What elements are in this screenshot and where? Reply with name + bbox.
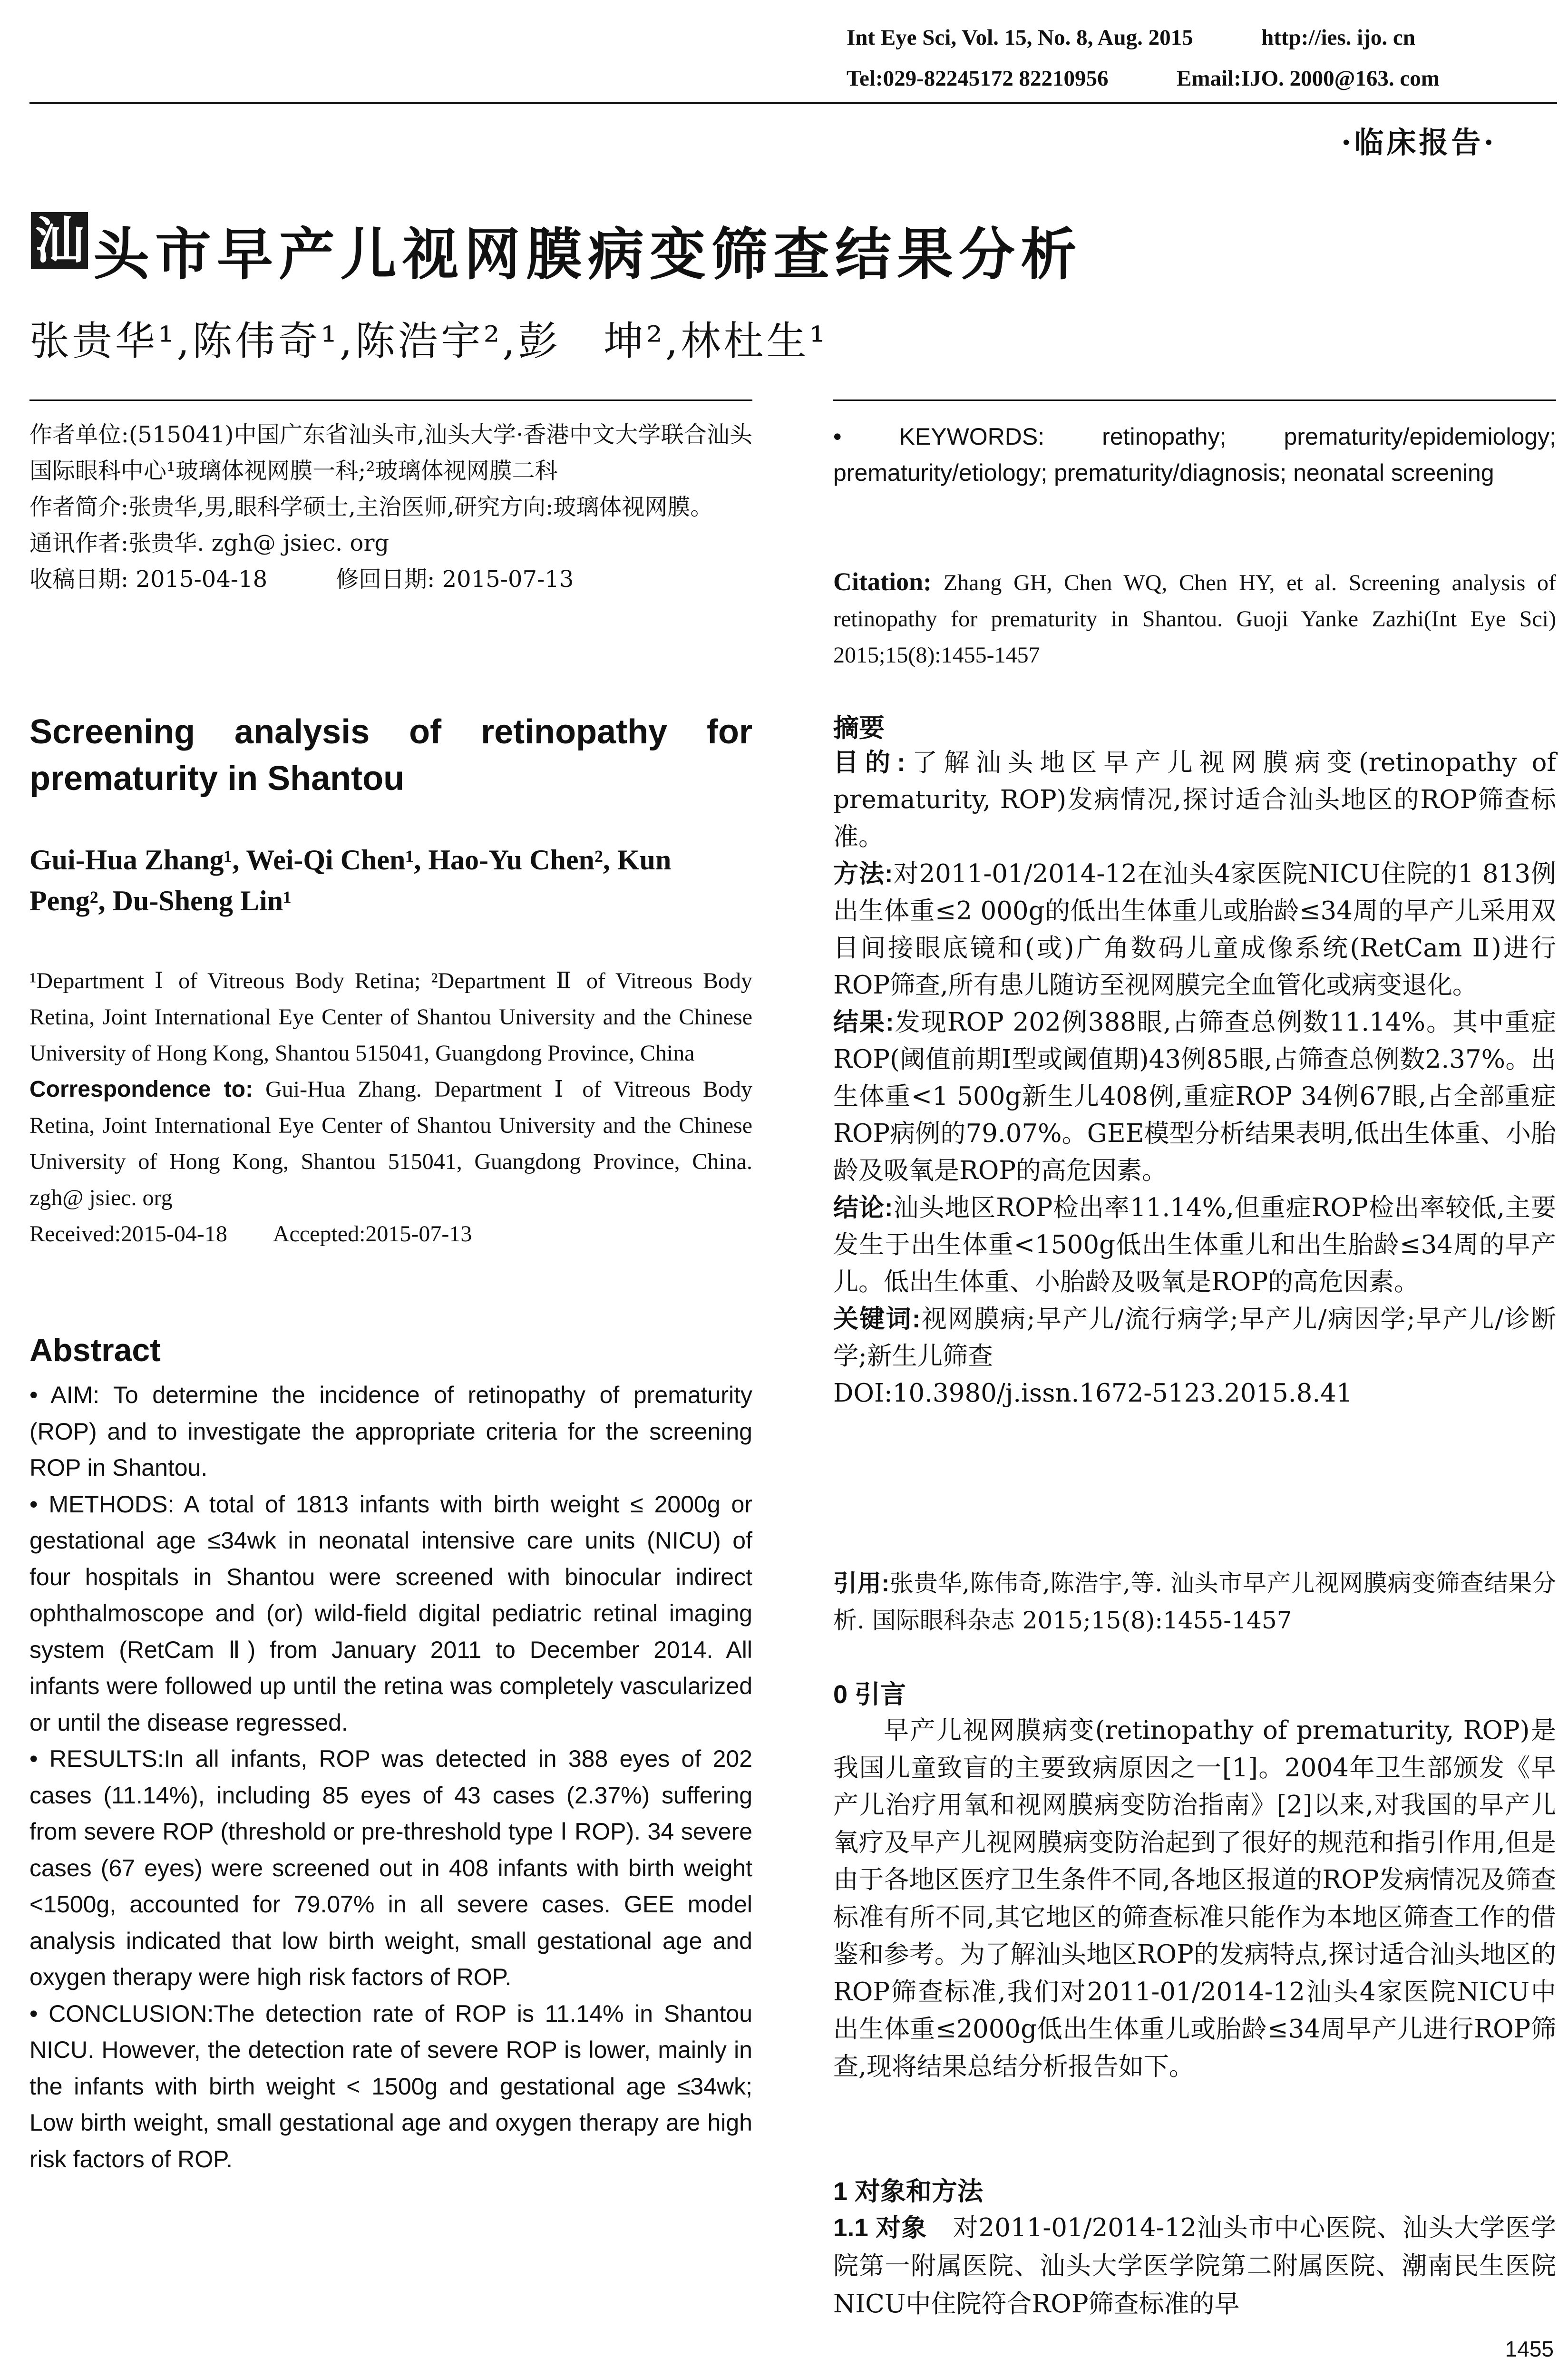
abstract-conclusion: • CONCLUSION:The detection rate of ROP is 11.14% in Shantou NICU. However, the detection rate of severe ROP is lower, mainly in the infants with birth weight < 1500g and gestational age ≤34wk; Low birth weight, small gestational age and oxygen therapy are high risk factors of ROP.	[29, 2000, 752, 2172]
journal-phone: Tel:029-82245172 82210956	[847, 66, 1109, 91]
cn-methods-text: 对2011-01/2014-12在汕头4家医院NICU住院的1 813例出生体重≤2 000g的低出生体重儿或胎龄≤34周的早产儿采用双目间接眼底镜和(或)广角数码儿童成像系统(RetCam Ⅱ)进行ROP筛查,所有患儿随访至视网膜完全血管化或病变退化。	[833, 859, 1556, 1000]
abstract-heading: Abstract	[29, 1332, 161, 1368]
english-keywords: • KEYWORDS: retinopathy; prematurity/epidemiology; prematurity/etiology; prematurity/diagnosis; neonatal screening	[833, 423, 1556, 486]
chinese-abstract	[833, 744, 1556, 1412]
received-accepted: Received:2015-04-18 Accepted:2015-07-13	[29, 1221, 472, 1247]
page-number: 1455	[1505, 2337, 1554, 2361]
affiliation-cn	[29, 417, 752, 597]
intro-paragraph: 早产儿视网膜病变(retinopathy of prematurity, ROP)是我国儿童致盲的主要致病原因之一[1]。2004年卫生部颁发《早产儿治疗用氧和视网膜病变防治指南》[2]以来,对我国的早产儿氧疗及早产儿视网膜病变防治起到了很好的规范和指引作用,但是由于各地区医疗卫生条件不同,各地区报道的ROP发病情况及筛查标准有所不同,其它地区的筛查标准只能作为本地区筛查工作的借鉴和参考。为了解汕头地区ROP的发病特点,探讨适合汕头地区的ROP筛查标准,我们对2011-01/2014-12汕头4家医院NICU中出生体重≤2000g低出生体重儿或胎龄≤34周早产儿进行ROP筛查,现将结果总结分析报告如下。	[833, 1716, 1556, 2081]
abstract-aim: • AIM: To determine the incidence of retinopathy of prematurity (ROP) and to investigate the appropriate criteria for the screening ROP in Shantou.	[29, 1382, 752, 1481]
cn-citation	[833, 1565, 1556, 1639]
subsection-1-1	[833, 2209, 1556, 2323]
cn-methods-label: 方法:	[833, 860, 893, 888]
subsection-1-1-label: 1.1 对象	[833, 2214, 927, 2242]
subsection-1-1-text: 对2011-01/2014-12汕头市中心医院、汕头大学医学院第一附属医院、汕头大学医学院第二附属医院、潮南民生医院NICU中住院符合ROP筛查标准的早	[833, 2213, 1556, 2319]
cn-keywords-label: 关键词:	[833, 1305, 921, 1333]
citation-text: Zhang GH, Chen WQ, Chen HY, et al. Screening analysis of retinopathy for prematurity in Shantou. Guoji Yanke Zazhi(Int Eye Sci) 2015;15(8):1455-1457	[833, 570, 1557, 668]
cn-results	[833, 1004, 1556, 1189]
intro-heading: 0 引言	[833, 1680, 906, 1709]
cn-methods	[833, 856, 1556, 1004]
cn-conclusion-text: 汕头地区ROP检出率11.14%,但重症ROP检出率较低,主要发生于出生体重<1500g低出生体重儿和出生胎龄≤34周的早产儿。低出生体重、小胎龄及吸氧是ROP的高危因素。	[833, 1193, 1556, 1296]
authors-cn: 张贵华¹,陈伟奇¹,陈浩宇²,彭 坤²,林杜生¹	[29, 318, 828, 364]
dates-cn: 收稿日期: 2015-04-18 修回日期: 2015-07-13	[29, 566, 574, 593]
corresponding-author: 通讯作者:张贵华. zgh@ jsiec. org	[29, 530, 390, 556]
journal-url: http://ies. ijo. cn	[1261, 25, 1415, 50]
cn-keywords	[833, 1301, 1556, 1375]
cn-citation-label: 引用:	[833, 1570, 890, 1597]
cn-results-text: 发现ROP 202例388眼,占筛查总例数11.14%。其中重症ROP(阈值前期Ⅰ型或阈值期)43例85眼,占筛查总例数2.37%。出生体重<1 500g新生儿408例,重症ROP 34例67眼,占全部重症ROP病例的79.07%。GEE模型分析结果表明,低出生体重、小胎龄及吸氧是ROP的高危因素。	[833, 1008, 1556, 1185]
abstract-results: • RESULTS:In all infants, ROP was detected in 388 eyes of 202 cases (11.14%), including 85 eyes of 43 cases (2.37%) suffering from severe ROP (threshold or pre-threshold type Ⅰ ROP). 34 severe cases (67 eyes) were screened out in 408 infants with birth weight <1500g, accounted for 79.07% in all severe cases. GEE model analysis indicated that low birth weight, small gestational age and oxygen therapy were high risk factors of ROP.	[29, 1745, 752, 1990]
english-affiliation: ¹Department Ⅰ of Vitreous Body Retina; ²Department Ⅱ of Vitreous Body Retina, Joint International Eye Center of Shantou University and the Chinese University of Hong Kong, Shantou 515041, Guangdong Province, China	[29, 968, 752, 1066]
english-affiliation-block	[29, 963, 752, 1252]
english-abstract	[29, 1377, 752, 2177]
author-bio: 作者简介:张贵华,男,眼科学硕士,主治医师,研究方向:玻璃体视网膜。	[29, 494, 713, 520]
journal-header-line2	[847, 66, 1440, 91]
methods-heading: 1 对象和方法	[833, 2177, 984, 2206]
english-authors: Gui-Hua Zhang¹, Wei-Qi Chen¹, Hao-Yu Chen², Kun Peng², Du-Sheng Lin¹	[29, 844, 672, 916]
citation-block	[833, 564, 1556, 673]
cn-conclusion	[833, 1189, 1556, 1301]
section-label: ·临床报告·	[1341, 125, 1497, 160]
correspondence	[29, 1072, 752, 1216]
cn-keywords-text: 视网膜病;早产儿/流行病学;早产儿/病因学;早产儿/诊断学;新生儿筛查	[833, 1305, 1557, 1371]
doi: DOI:10.3980/j.issn.1672-5123.2015.8.41	[833, 1379, 1353, 1408]
abstract-methods: • METHODS: A total of 1813 infants with birth weight ≤ 2000g or gestational age ≤34wk in neonatal intensive care units (NICU) of four hospitals in Shantou were screened with binocular indirect ophthalmoscope and (or) wild-field digital pediatric retinal imaging system (RetCam Ⅱ) from January 2011 to December 2014. All infants were followed up until the retina was completely vascularized or until the disease regressed.	[29, 1490, 752, 1736]
left-column-rule	[29, 399, 752, 401]
right-column-rule	[833, 399, 1556, 401]
intro-section	[833, 1712, 1556, 2085]
author-units: 作者单位:(515041)中国广东省汕头市,汕头大学·香港中文大学联合汕头国际眼科中心¹玻璃体视网膜一科;²玻璃体视网膜二科	[29, 421, 752, 484]
cn-purpose	[833, 744, 1556, 856]
cn-citation-text: 张贵华,陈伟奇,陈浩宇,等. 汕头市早产儿视网膜病变筛查结果分析. 国际眼科杂志 2015;15(8):1455-1457	[833, 1569, 1557, 1634]
english-title: Screening analysis of retinopathy for prematurity in Shantou	[29, 713, 752, 798]
journal-email: Email:IJO. 2000@163. com	[1177, 66, 1440, 91]
citation-label: Citation:	[833, 567, 932, 596]
journal-header-line1	[847, 25, 1415, 50]
correspondence-text: Gui-Hua Zhang. Department Ⅰ of Vitreous Body Retina, Joint International Eye Center of Shantou University and the Chinese University of Hong Kong, Shantou 515041, Guangdong Province, China. zgh@ jsiec. org	[29, 1077, 752, 1210]
correspondence-label: Correspondence to:	[29, 1077, 253, 1102]
paper-title: 头市早产儿视网膜病变筛查结果分析	[93, 221, 1083, 287]
cn-purpose-text: 了解汕头地区早产儿视网膜病变(retinopathy of prematurity, ROP)发病情况,探讨适合汕头地区的ROP筛查标准。	[833, 748, 1556, 851]
chinese-abstract-heading: 摘要	[833, 714, 885, 742]
journal-citation: Int Eye Sci, Vol. 15, No. 8, Aug. 2015	[847, 25, 1193, 50]
title-first-char: 汕	[31, 212, 88, 269]
cn-conclusion-label: 结论:	[833, 1194, 893, 1222]
cn-results-label: 结果:	[833, 1008, 894, 1036]
header-rule	[29, 102, 1557, 104]
cn-purpose-label: 目的:	[833, 749, 906, 777]
